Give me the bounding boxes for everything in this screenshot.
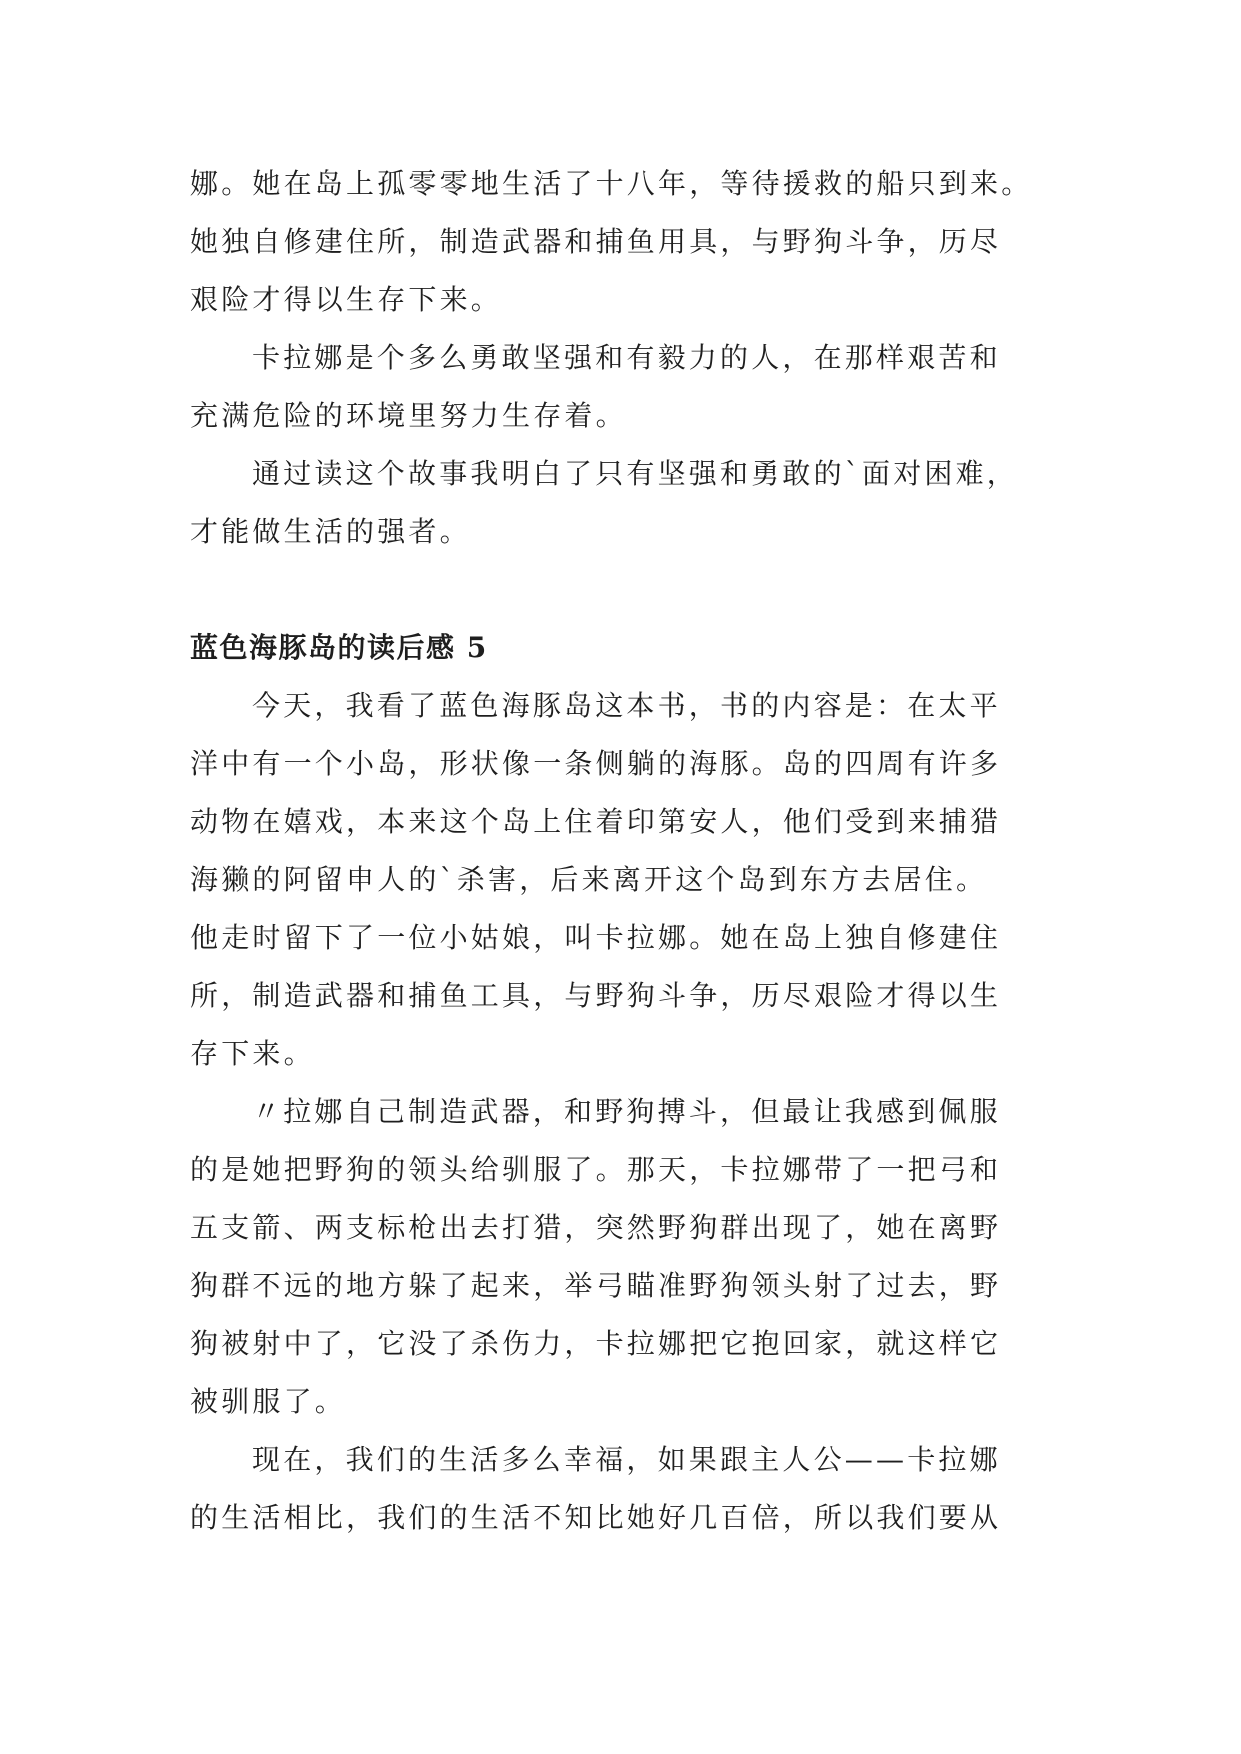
text-line: 才能做生活的强者。: [190, 515, 471, 548]
text-line: 娜。她在岛上孤零零地生活了十八年，等待援救的船只到来。: [190, 167, 1033, 200]
paragraph: [190, 1431, 1050, 1547]
text-line: 现在，我们的生活多么幸福，如果跟主人公——卡拉娜: [252, 1443, 1001, 1476]
text-line: 艰险才得以生存下来。: [190, 283, 503, 316]
text-line: 狗被射中了，它没了杀伤力，卡拉娜把它抱回家，就这样它: [190, 1327, 1002, 1360]
text-line: 充满危险的环境里努力生存着。: [190, 399, 627, 432]
text-line: 卡拉娜是个多么勇敢坚强和有毅力的人，在那样艰苦和: [252, 341, 1001, 374]
paragraph: [190, 1083, 1050, 1431]
paragraph: [190, 677, 1050, 1083]
text-line: 海獭的阿留申人的`杀害，后来离开这个岛到东方去居住。: [190, 863, 988, 896]
text-line: 〃拉娜自己制造武器，和野狗搏斗，但最让我感到佩服: [252, 1095, 1001, 1128]
text-line: 通过读这个故事我明白了只有坚强和勇敢的`面对困难，: [252, 457, 1019, 490]
section-spacer: [190, 561, 1050, 619]
text-line: 存下来。: [190, 1037, 315, 1070]
text-line: 洋中有一个小岛，形状像一条侧躺的海豚。岛的四周有许多: [190, 747, 1002, 780]
paragraph: [190, 445, 1050, 561]
text-line: 今天，我看了蓝色海豚岛这本书，书的内容是：在太平: [252, 689, 1001, 722]
document-body: [190, 155, 1050, 1547]
paragraph: [190, 329, 1050, 445]
text-line: 动物在嬉戏，本来这个岛上住着印第安人，他们受到来捕猎: [190, 805, 1002, 838]
text-line: 被驯服了。: [190, 1385, 347, 1418]
text-line: 所，制造武器和捕鱼工具，与野狗斗争，历尽艰险才得以生: [190, 979, 1002, 1012]
text-line: 他走时留下了一位小姑娘，叫卡拉娜。她在岛上独自修建住: [190, 921, 1002, 954]
paragraph: [190, 155, 1050, 329]
text-line: 她独自修建住所，制造武器和捕鱼用具，与野狗斗争，历尽: [190, 225, 1002, 258]
text-line: 的生活相比，我们的生活不知比她好几百倍，所以我们要从: [190, 1501, 1002, 1534]
section-title: 蓝色海豚岛的读后感 5: [190, 631, 488, 664]
text-line: 的是她把野狗的领头给驯服了。那天，卡拉娜带了一把弓和: [190, 1153, 1002, 1186]
text-line: 狗群不远的地方躲了起来，举弓瞄准野狗领头射了过去，野: [190, 1269, 1002, 1302]
text-line: 五支箭、两支标枪出去打猎，突然野狗群出现了，她在离野: [190, 1211, 1002, 1244]
